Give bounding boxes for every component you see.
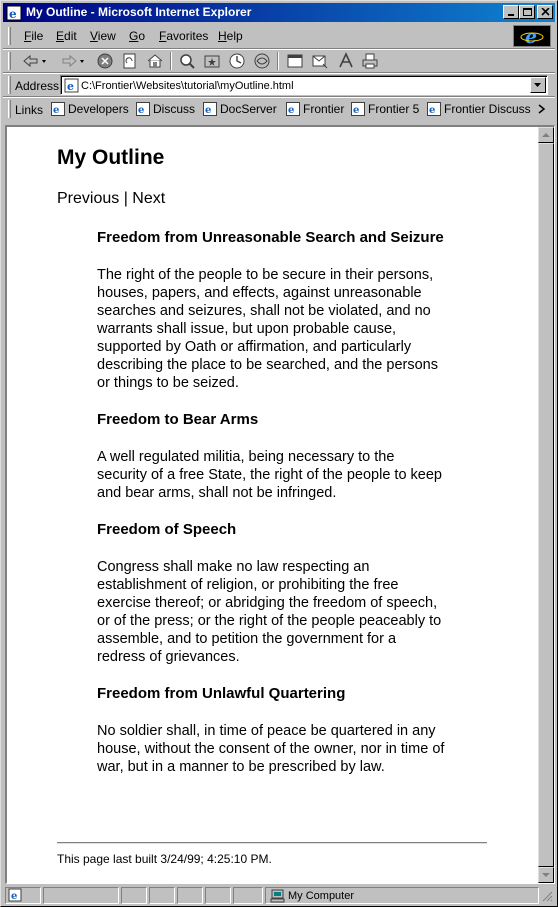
links-bar [3,98,555,120]
print-icon [361,52,379,70]
channels-button[interactable] [253,52,271,70]
section-body: Congress shall make no law respecting an establishment of religion, or prohibiting the free exercise thereof; or abridging the freedom of speech, or of the press; or the right of the people peaceably to assemble, and to petition the government for a redress of grievances. [97,559,442,665]
previous-link[interactable]: Previous [57,190,120,207]
home-button[interactable] [146,52,164,70]
fonts-icon [337,52,355,70]
status-cell [233,887,263,904]
favorites-icon [203,52,221,70]
outline-sections [97,228,447,794]
close-button[interactable] [537,5,553,19]
window-title: My Outline - Microsoft Internet Explorer [26,5,252,19]
svg-text:e: e [9,7,17,21]
svg-text:e: e [205,105,212,116]
ie-page-icon [351,102,365,116]
resize-grip-icon[interactable] [541,890,553,902]
link-docserver[interactable]: e DocServer [205,102,277,116]
link-frontier[interactable]: e Frontier [288,102,345,116]
toolbar-separator [170,52,172,70]
page-viewport[interactable] [5,125,555,884]
history-button[interactable] [228,52,246,70]
addressbar-grip[interactable] [8,76,11,94]
mail-icon [311,52,329,70]
outline-section [97,520,447,666]
status-zone-cell [265,887,539,904]
address-input[interactable] [81,78,521,93]
close-icon [541,8,551,17]
minimize-button[interactable] [503,5,519,19]
status-cell [205,887,231,904]
nav-separator: | [119,190,133,207]
chevron-right-icon [535,102,549,116]
ie-page-icon [203,102,217,116]
chevron-down-icon [531,78,545,92]
ie-page-icon [8,888,24,903]
maximize-button[interactable] [519,5,535,19]
outline-section [97,228,447,392]
menu-bar [3,24,555,48]
status-cell [177,887,203,904]
next-link[interactable]: Next [132,190,166,207]
page-footer: This page last built 3/24/99; 4:25:10 PM. [57,852,272,866]
links-overflow-chevron[interactable] [535,102,549,119]
svg-text:e: e [353,105,360,116]
status-zone-text: My Computer [288,890,355,902]
section-body: The right of the people to be secure in their persons, houses, papers, and effects, against unreasonable searches and seizures, shall not be violated, and no warrants shall issue, but upon probable cause, supported by Oath or affirmation, and particularly describing the place to be searched, and the persons or things to be seized. [97,267,438,391]
section-body: A well regulated militia, being necessary to the security of a free State, the right of the people to keep and bear arms, shall not be infringed. [97,449,442,501]
link-discuss[interactable]: e Discuss [138,102,196,116]
minimize-icon [507,8,517,17]
ie-page-icon [64,78,79,93]
section-heading: Freedom from Unreasonable Search and Seizure [97,229,444,246]
fullscreen-button[interactable] [286,52,304,70]
toolbar-grip[interactable] [8,52,11,70]
link-frontier-5[interactable]: e Frontier 5 [353,102,420,116]
outline-section [97,410,447,502]
refresh-button[interactable] [121,52,139,70]
back-arrow-icon [21,52,49,70]
menu-go[interactable]: Go [129,29,146,43]
svg-text:e: e [53,105,60,116]
menu-view[interactable]: View [90,29,116,43]
refresh-icon [121,52,139,70]
ie-page-icon [427,102,441,116]
forward-arrow-icon [60,52,88,70]
ie-page-icon [286,102,300,116]
computer-icon [270,889,286,903]
status-cell [121,887,147,904]
toolbar-separator [277,52,279,70]
vertical-scrollbar[interactable] [538,127,554,883]
address-label: Address [15,79,60,93]
scroll-up-button[interactable] [538,127,554,143]
menu-favorites[interactable]: Favorites [159,29,209,43]
section-body: No soldier shall, in time of peace be quartered in any house, without the consent of the owner, nor in time of war, but in a manner to be prescribed by law. [97,723,445,775]
menu-file[interactable]: File [24,29,44,43]
section-heading: Freedom to Bear Arms [97,411,259,428]
maximize-icon [523,8,533,17]
stop-button[interactable] [96,52,114,70]
search-button[interactable] [178,52,196,70]
scroll-thumb[interactable] [538,143,554,867]
mail-button[interactable] [311,52,329,70]
search-icon [178,52,196,70]
menu-help[interactable]: Help [218,29,243,43]
link-developers[interactable]: e Developers [53,102,129,116]
page-content [7,127,537,883]
linksbar-grip[interactable] [8,100,11,118]
links-label: Links [15,103,44,117]
address-dropdown-button[interactable] [530,77,546,93]
menu-edit[interactable]: Edit [56,29,77,43]
svg-text:e: e [138,105,145,116]
address-bar [3,74,555,96]
status-bar [3,886,555,905]
page-title: My Outline [57,146,165,169]
ie-logo-icon [513,25,551,47]
ie-page-icon [136,102,150,116]
forward-button[interactable] [60,52,78,70]
svg-text:e: e [429,105,436,116]
svg-text:e: e [11,891,18,902]
ie-page-icon [51,102,65,116]
link-frontier-discuss[interactable]: e Frontier Discuss [429,102,531,116]
menubar-grip[interactable] [8,27,11,45]
status-cell [149,887,175,904]
section-heading: Freedom of Speech [97,521,237,538]
favorites-button[interactable] [203,52,221,70]
fonts-button[interactable] [337,52,355,70]
stop-icon [96,52,114,70]
section-heading: Freedom from Unlawful Quartering [97,685,346,702]
fullscreen-icon [286,52,304,70]
address-field[interactable] [60,75,548,95]
svg-text:e: e [288,105,295,116]
back-button[interactable] [21,52,39,70]
home-icon [146,52,164,70]
history-icon [228,52,246,70]
arrow-down-icon [539,868,553,882]
title-bar[interactable] [3,3,555,22]
print-button[interactable] [361,52,379,70]
status-icon-cell [5,887,41,904]
page-navigation [57,190,165,208]
scroll-down-button[interactable] [538,867,554,883]
status-cell [43,887,119,904]
channels-icon [253,52,271,70]
ie-page-icon [6,5,22,21]
svg-text:e: e [67,80,74,93]
standard-toolbar [3,50,555,72]
arrow-up-icon [539,128,553,142]
svg-text:e: e [525,26,538,46]
outline-section [97,684,447,776]
footer-rule [57,842,487,844]
